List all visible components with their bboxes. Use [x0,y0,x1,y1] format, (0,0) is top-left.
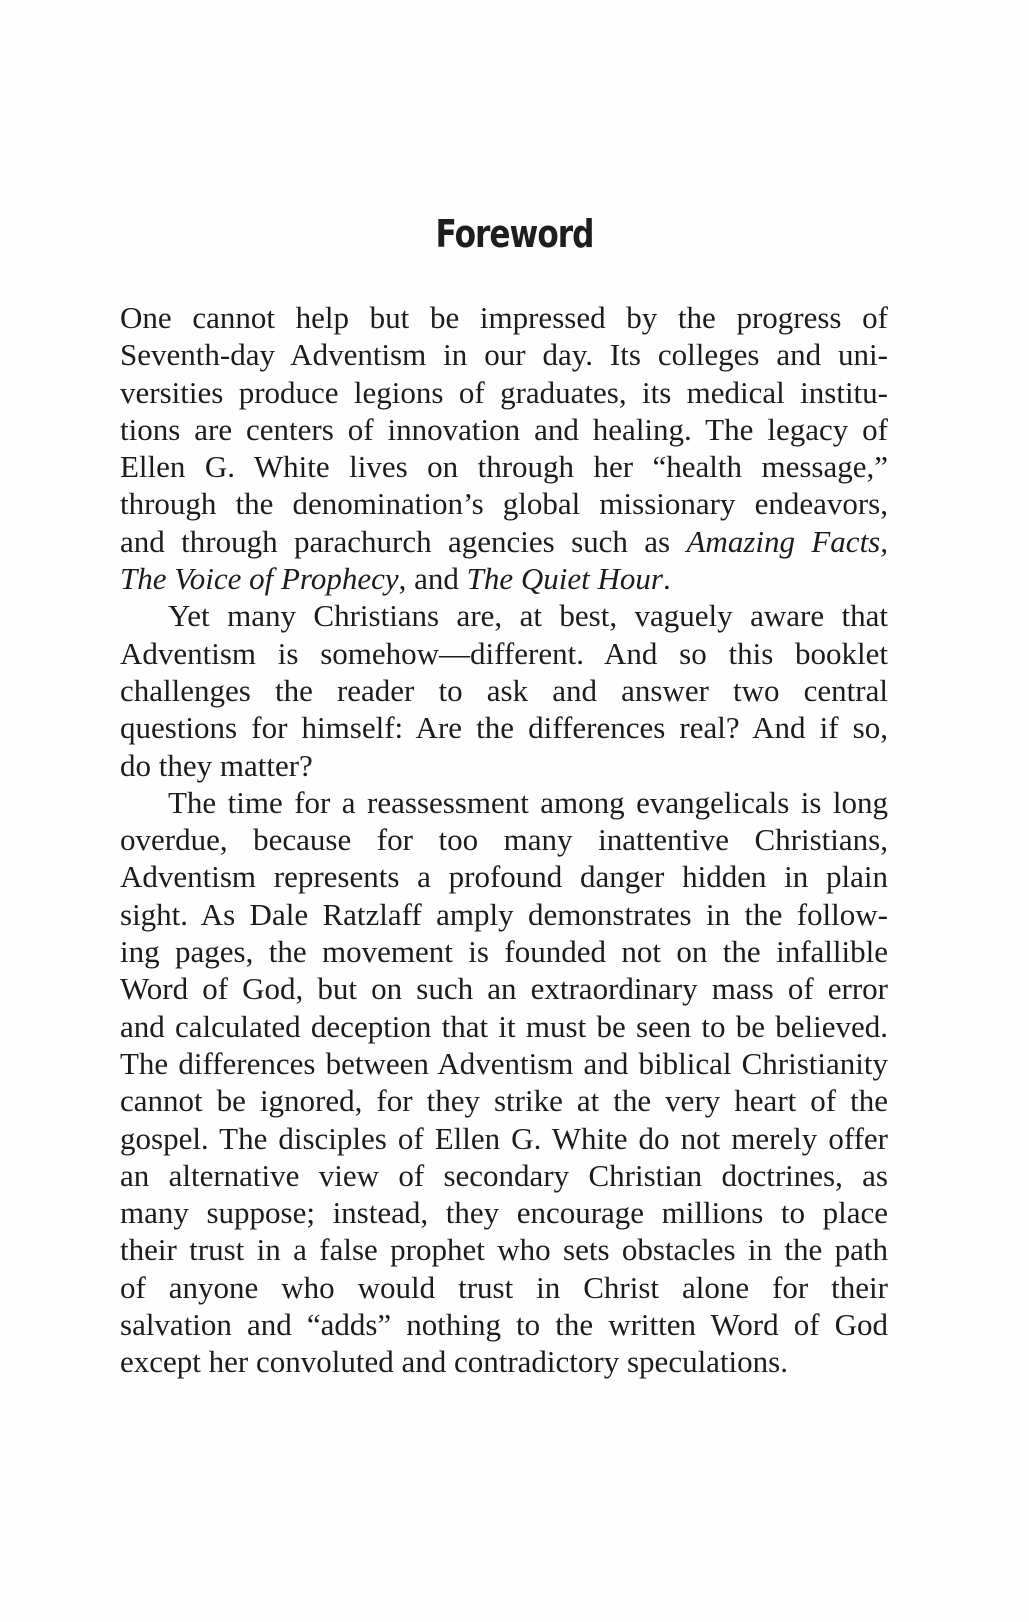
text-line [120,560,888,597]
text-line: Yet many Christians are, at best, vaguely aware that [168,598,888,634]
text-line: through the denomination’s global missionary endeavors, [120,486,888,522]
paragraph-2 [120,597,888,783]
foreword-body [120,299,888,1381]
text-line [120,523,888,560]
paragraph-3 [120,784,888,1381]
text-line: and calculated deception that it must be seen to be believed. [120,1008,888,1044]
text-line: of anyone who would trust in Christ alone for their [120,1269,888,1305]
italic-title-amazing-facts: Amazing Facts, [686,523,888,559]
chapter-title: Foreword [435,212,594,256]
text-line: ing pages, the movement is founded not on the infallible [120,934,888,970]
italic-title-voice-of-prophecy: The Voice of Prophecy [120,561,399,597]
text-line: The differences between Adventism and biblical Christianity [120,1045,888,1081]
text-line: many suppose; instead, they encourage millions to place [120,1195,888,1231]
text-line: salvation and “adds” nothing to the written Word of God [120,1307,888,1343]
text-line: do they matter? [120,747,313,783]
text-line: overdue, because for too many inattentive Christians, [120,822,888,858]
text-line: Adventism is somehow—different. And so this booklet [120,635,888,671]
text-line: Word of God, but on such an extraordinary mass of error [120,971,888,1007]
text-run: , and [398,561,467,597]
text-line: Adventism represents a profound danger hidden in plain [120,859,888,895]
text-run: . [662,561,671,597]
text-line: Ellen G. White lives on through her “health message,” [120,449,888,485]
text-line: tions are centers of innovation and healing. The legacy of [120,411,888,447]
text-line: except her convoluted and contradictory speculations. [120,1344,788,1380]
text-line: questions for himself: Are the differences real? And if so, [120,710,888,746]
text-line: cannot be ignored, for they strike at the very heart of the [120,1083,888,1119]
text-line: an alternative view of secondary Christian doctrines, as [120,1157,888,1193]
text-line: The time for a reassessment among evangelicals is long [168,784,888,820]
text-line: sight. As Dale Ratzlaff amply demonstrates in the follow- [120,896,888,932]
text-line: their trust in a false prophet who sets obstacles in the path [120,1232,888,1268]
text-line: Seventh-day Adventism in our day. Its colleges and uni- [120,337,888,373]
text-line: challenges the reader to ask and answer two central [120,672,888,708]
text-line: versities produce legions of graduates, its medical institu- [120,374,888,410]
italic-title-quiet-hour: The Quiet Hour [466,561,663,597]
text-line: One cannot help but be impressed by the progress of [120,300,888,335]
paragraph-1 [120,299,888,597]
text-run: and through parachurch agencies such as [120,523,687,559]
text-line: gospel. The disciples of Ellen G. White do not merely offer [120,1120,888,1156]
